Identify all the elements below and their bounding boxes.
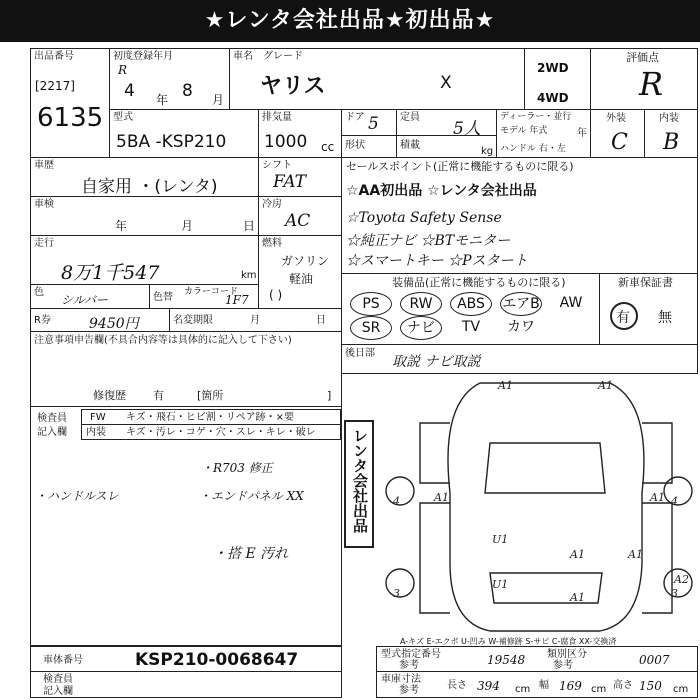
inspector-cell: [30, 406, 342, 646]
repair-bracket: [箇所: [197, 389, 224, 402]
era: R: [118, 63, 128, 77]
inspector-label2: 記入欄: [37, 427, 67, 438]
chassis-label: 車体番号: [43, 655, 83, 666]
sales-line1: ☆AA初出品 ☆レンタ会社出品: [346, 183, 537, 199]
width: 169: [559, 679, 582, 693]
notes-label: 注意事項申告欄(不具合内容等は具体的に記入して下さい): [34, 335, 292, 346]
equipment-item-6: ナビ: [400, 316, 442, 340]
shape-cell: [341, 135, 397, 158]
fuel-paren: ( ): [269, 288, 283, 302]
drive-cell: [524, 48, 591, 110]
fw-box: [81, 409, 341, 425]
diagram-mark-2: A1: [434, 491, 449, 504]
shift-label: シフト: [262, 160, 292, 171]
grade-label: グレード: [263, 51, 303, 62]
diagram-mark-4: U1: [492, 533, 509, 546]
length-label: 長さ: [447, 680, 467, 691]
inspector-footer-cell: [30, 671, 342, 698]
wheel-rl-circle: [386, 569, 414, 597]
inspector-note4: ・搭 E 汚れ: [213, 546, 289, 562]
banner-title: ★レンタ会社出品★初出品★: [0, 0, 700, 42]
month-unit: 月: [212, 93, 225, 107]
inspect-month: 月: [181, 219, 194, 233]
year-unit: 年: [156, 93, 169, 107]
length-unit: cm: [515, 684, 531, 695]
diagram-mark-3: A1: [650, 491, 665, 504]
color-label: 色: [34, 287, 44, 298]
height-unit: cm: [673, 684, 689, 695]
class-sub: 参考: [553, 660, 573, 671]
car-outline: [420, 383, 672, 631]
diagram-mark-1: A1: [598, 379, 613, 392]
sales-label: セールスポイント(正常に機能するものに限る): [346, 160, 574, 173]
recycle-label: R券: [34, 315, 51, 326]
disp-label: 排気量: [262, 112, 292, 123]
inspect-label: 車検: [34, 199, 54, 210]
model: 5BA -KSP210: [116, 132, 227, 152]
repair-value: 有: [153, 389, 164, 402]
wheel-fl-circle: [386, 477, 414, 505]
int-box-label: 内装: [86, 427, 106, 438]
door: 5: [368, 114, 379, 134]
name-change-cell: [169, 308, 342, 332]
height-label: 高さ: [613, 680, 633, 691]
diagram-mark-6: A1: [570, 548, 585, 561]
rental-badge: [344, 420, 374, 548]
rental-badge-text: レンタ会社出品: [351, 428, 369, 533]
ext-cell: [590, 109, 645, 158]
cap: 5人: [453, 119, 481, 139]
repair-label: 修復歴: [93, 389, 126, 402]
sales-hand1: ☆Toyota Safety Sense: [346, 210, 502, 226]
int-box: [81, 424, 341, 440]
chassis-cell: [30, 646, 342, 672]
cap-label: 定員: [400, 112, 420, 123]
model-no-sub: 参考: [399, 660, 419, 671]
color-code: 1F7: [225, 293, 249, 307]
model-cell: [109, 109, 259, 158]
load-unit: kg: [481, 146, 494, 157]
diagram-marks: [392, 379, 689, 604]
width-unit: cm: [591, 684, 607, 695]
ext-label: 外装: [606, 113, 626, 124]
after-cell: [341, 344, 698, 374]
int-label: 内装: [659, 113, 679, 124]
score: R: [639, 65, 664, 103]
inspector-note2: ・ハンドルスレ: [35, 489, 119, 503]
recycle-value: 9450円: [89, 316, 139, 332]
diagram-mark-5: U1: [492, 578, 509, 591]
equipment-item-7: TV: [461, 319, 481, 335]
diagram-mark-13: 3: [671, 587, 678, 600]
load-label: 積載: [400, 140, 420, 151]
disp-unit: cc: [321, 140, 335, 154]
inspector-note1: ・R703 修正: [201, 461, 273, 475]
equipment-label: 装備品(正常に機能するものに限る): [392, 276, 566, 289]
drive-2wd: 2WD: [537, 61, 569, 75]
color-cell: [30, 284, 150, 309]
recycle-cell: [30, 308, 170, 332]
model-year-label: モデル 年式: [500, 126, 548, 136]
int-grade: B: [663, 130, 680, 155]
door-cell: [341, 109, 397, 136]
recolor-label: 色替: [153, 292, 173, 303]
handle-label: ハンドル 右・左: [500, 144, 566, 154]
fuel-gas: ガソリン: [281, 254, 330, 268]
height: 150: [639, 679, 662, 693]
size-cell: [376, 671, 698, 698]
ac-cell: [258, 196, 342, 236]
class-label: 類別区分: [547, 649, 587, 660]
equipment-item-1: RW: [400, 292, 442, 316]
warranty-cell: [599, 273, 698, 345]
dealer-label: ディーラー・並行: [500, 112, 572, 122]
after-value: 取説 ナビ取説: [392, 354, 481, 370]
inspector-note3: ・エンドパネル XX: [199, 489, 304, 503]
diagram-mark-0: A1: [498, 379, 513, 392]
equipment-item-8: カワ: [507, 319, 535, 335]
dealer-cell: [496, 109, 591, 158]
grade: X: [440, 73, 452, 93]
size-sub: 参考: [399, 685, 419, 696]
model-no: 19548: [487, 653, 526, 667]
reg-year: 4: [124, 81, 135, 101]
wheel-fr-circle: [664, 477, 692, 505]
lot-label: 出品番号: [34, 51, 74, 62]
load-cell: [396, 135, 497, 158]
name-change-label: 名変期限: [173, 315, 213, 326]
equipment-item-0: PS: [350, 292, 392, 316]
lot-number: 6135: [37, 103, 104, 133]
inspect-cell: [30, 196, 259, 236]
footer-inspector-label: 検査員: [43, 674, 73, 685]
model-year-unit: 年: [577, 128, 587, 139]
ac-label: 冷房: [262, 199, 282, 210]
color: シルバー: [61, 293, 108, 307]
equipment-item-2: ABS: [450, 292, 492, 316]
auction-sheet: [30, 48, 698, 698]
score-label: 評価点: [626, 51, 659, 64]
footer-writer-label: 記入欄: [43, 686, 73, 697]
name-change-month: 月: [250, 315, 260, 326]
inspect-year: 年: [115, 219, 128, 233]
diagram-legend: A-キズ E-エクボ U-凹み W-補修跡 S-サビ C-腐食 XX-交換済: [400, 637, 617, 646]
use-label: 車歴: [34, 160, 54, 171]
equipment-item-4: AW: [559, 295, 583, 311]
inspector-label1: 検査員: [37, 413, 67, 424]
diagram-mark-11: 4: [671, 495, 678, 508]
use-cell: [30, 157, 259, 197]
int-box-text: キズ・汚レ・コゲ・穴・スレ・キレ・破レ: [126, 427, 316, 438]
model-no-cell: [376, 646, 698, 672]
int-cell: [644, 109, 698, 158]
diagram-mark-8: A1: [570, 591, 585, 604]
warranty-yes: 有: [616, 310, 630, 326]
lot-small: [2217]: [35, 79, 75, 93]
score-cell: [590, 48, 698, 110]
name-label: 車名: [233, 51, 253, 62]
name-cell: [229, 48, 525, 110]
drive-4wd: 4WD: [537, 91, 569, 105]
notes-cell: [30, 331, 342, 407]
fuel-cell: [258, 235, 342, 309]
reg-month: 8: [182, 81, 193, 101]
disp-cell: [258, 109, 342, 158]
repair-close: ]: [327, 389, 332, 402]
mileage-cell: [30, 235, 259, 285]
car-diagram: [380, 373, 698, 641]
fuel-diesel: 軽油: [289, 272, 314, 286]
mileage: 8万1千547: [61, 262, 160, 284]
shift-cell: [258, 157, 342, 197]
model-label: 型式: [113, 112, 133, 123]
length: 394: [477, 679, 500, 693]
class-no: 0007: [639, 653, 670, 667]
sales-cell: [341, 157, 698, 274]
equipment-item-3: エアB: [500, 292, 542, 316]
sales-hand3: ☆スマートキー ☆Pスタート: [346, 253, 528, 269]
diagram-mark-7: A1: [628, 548, 643, 561]
disp: 1000: [264, 132, 308, 152]
width-label: 幅: [539, 680, 549, 691]
name-change-day: 日: [316, 315, 326, 326]
chassis: KSP210-0068647: [135, 650, 299, 670]
equipment-item-5: SR: [350, 316, 392, 340]
door-label: ドア: [345, 112, 365, 123]
reg-label: 初度登録年月: [113, 51, 173, 62]
car-name: ヤリス: [260, 74, 326, 99]
diagram-mark-12: 3: [393, 587, 400, 600]
use: 自家用 ・(レンタ): [81, 177, 218, 197]
size-label: 車庫寸法: [381, 674, 421, 685]
fuel-label: 燃料: [262, 238, 282, 249]
shape-label: 形状: [345, 140, 365, 151]
equipment-cell: [341, 273, 600, 345]
sales-hand2: ☆純正ナビ ☆BTモニター: [346, 233, 511, 249]
shift: FAT: [273, 172, 307, 192]
inspect-day: 日: [243, 219, 256, 233]
model-no-label: 型式指定番号: [381, 649, 441, 660]
ext-grade: C: [611, 130, 628, 155]
after-label: 後日部: [345, 348, 375, 359]
km-unit: km: [241, 270, 257, 281]
fw-text: キズ・飛石・ヒビ割・リペア跡・×要: [126, 412, 294, 423]
mileage-label: 走行: [34, 238, 54, 249]
reg-cell: [109, 48, 230, 110]
warranty-no: 無: [658, 310, 672, 326]
recolor-cell: [149, 284, 259, 309]
ac: AC: [285, 211, 311, 231]
diagram-mark-10: 4: [393, 495, 400, 508]
cap-cell: [396, 109, 497, 139]
lot-cell: [30, 48, 110, 158]
diagram-mark-9: A2: [674, 573, 689, 586]
warranty-label: 新車保証書: [618, 276, 673, 289]
color-code-label: カラーコード: [184, 287, 239, 297]
fw-label: FW: [90, 412, 106, 423]
